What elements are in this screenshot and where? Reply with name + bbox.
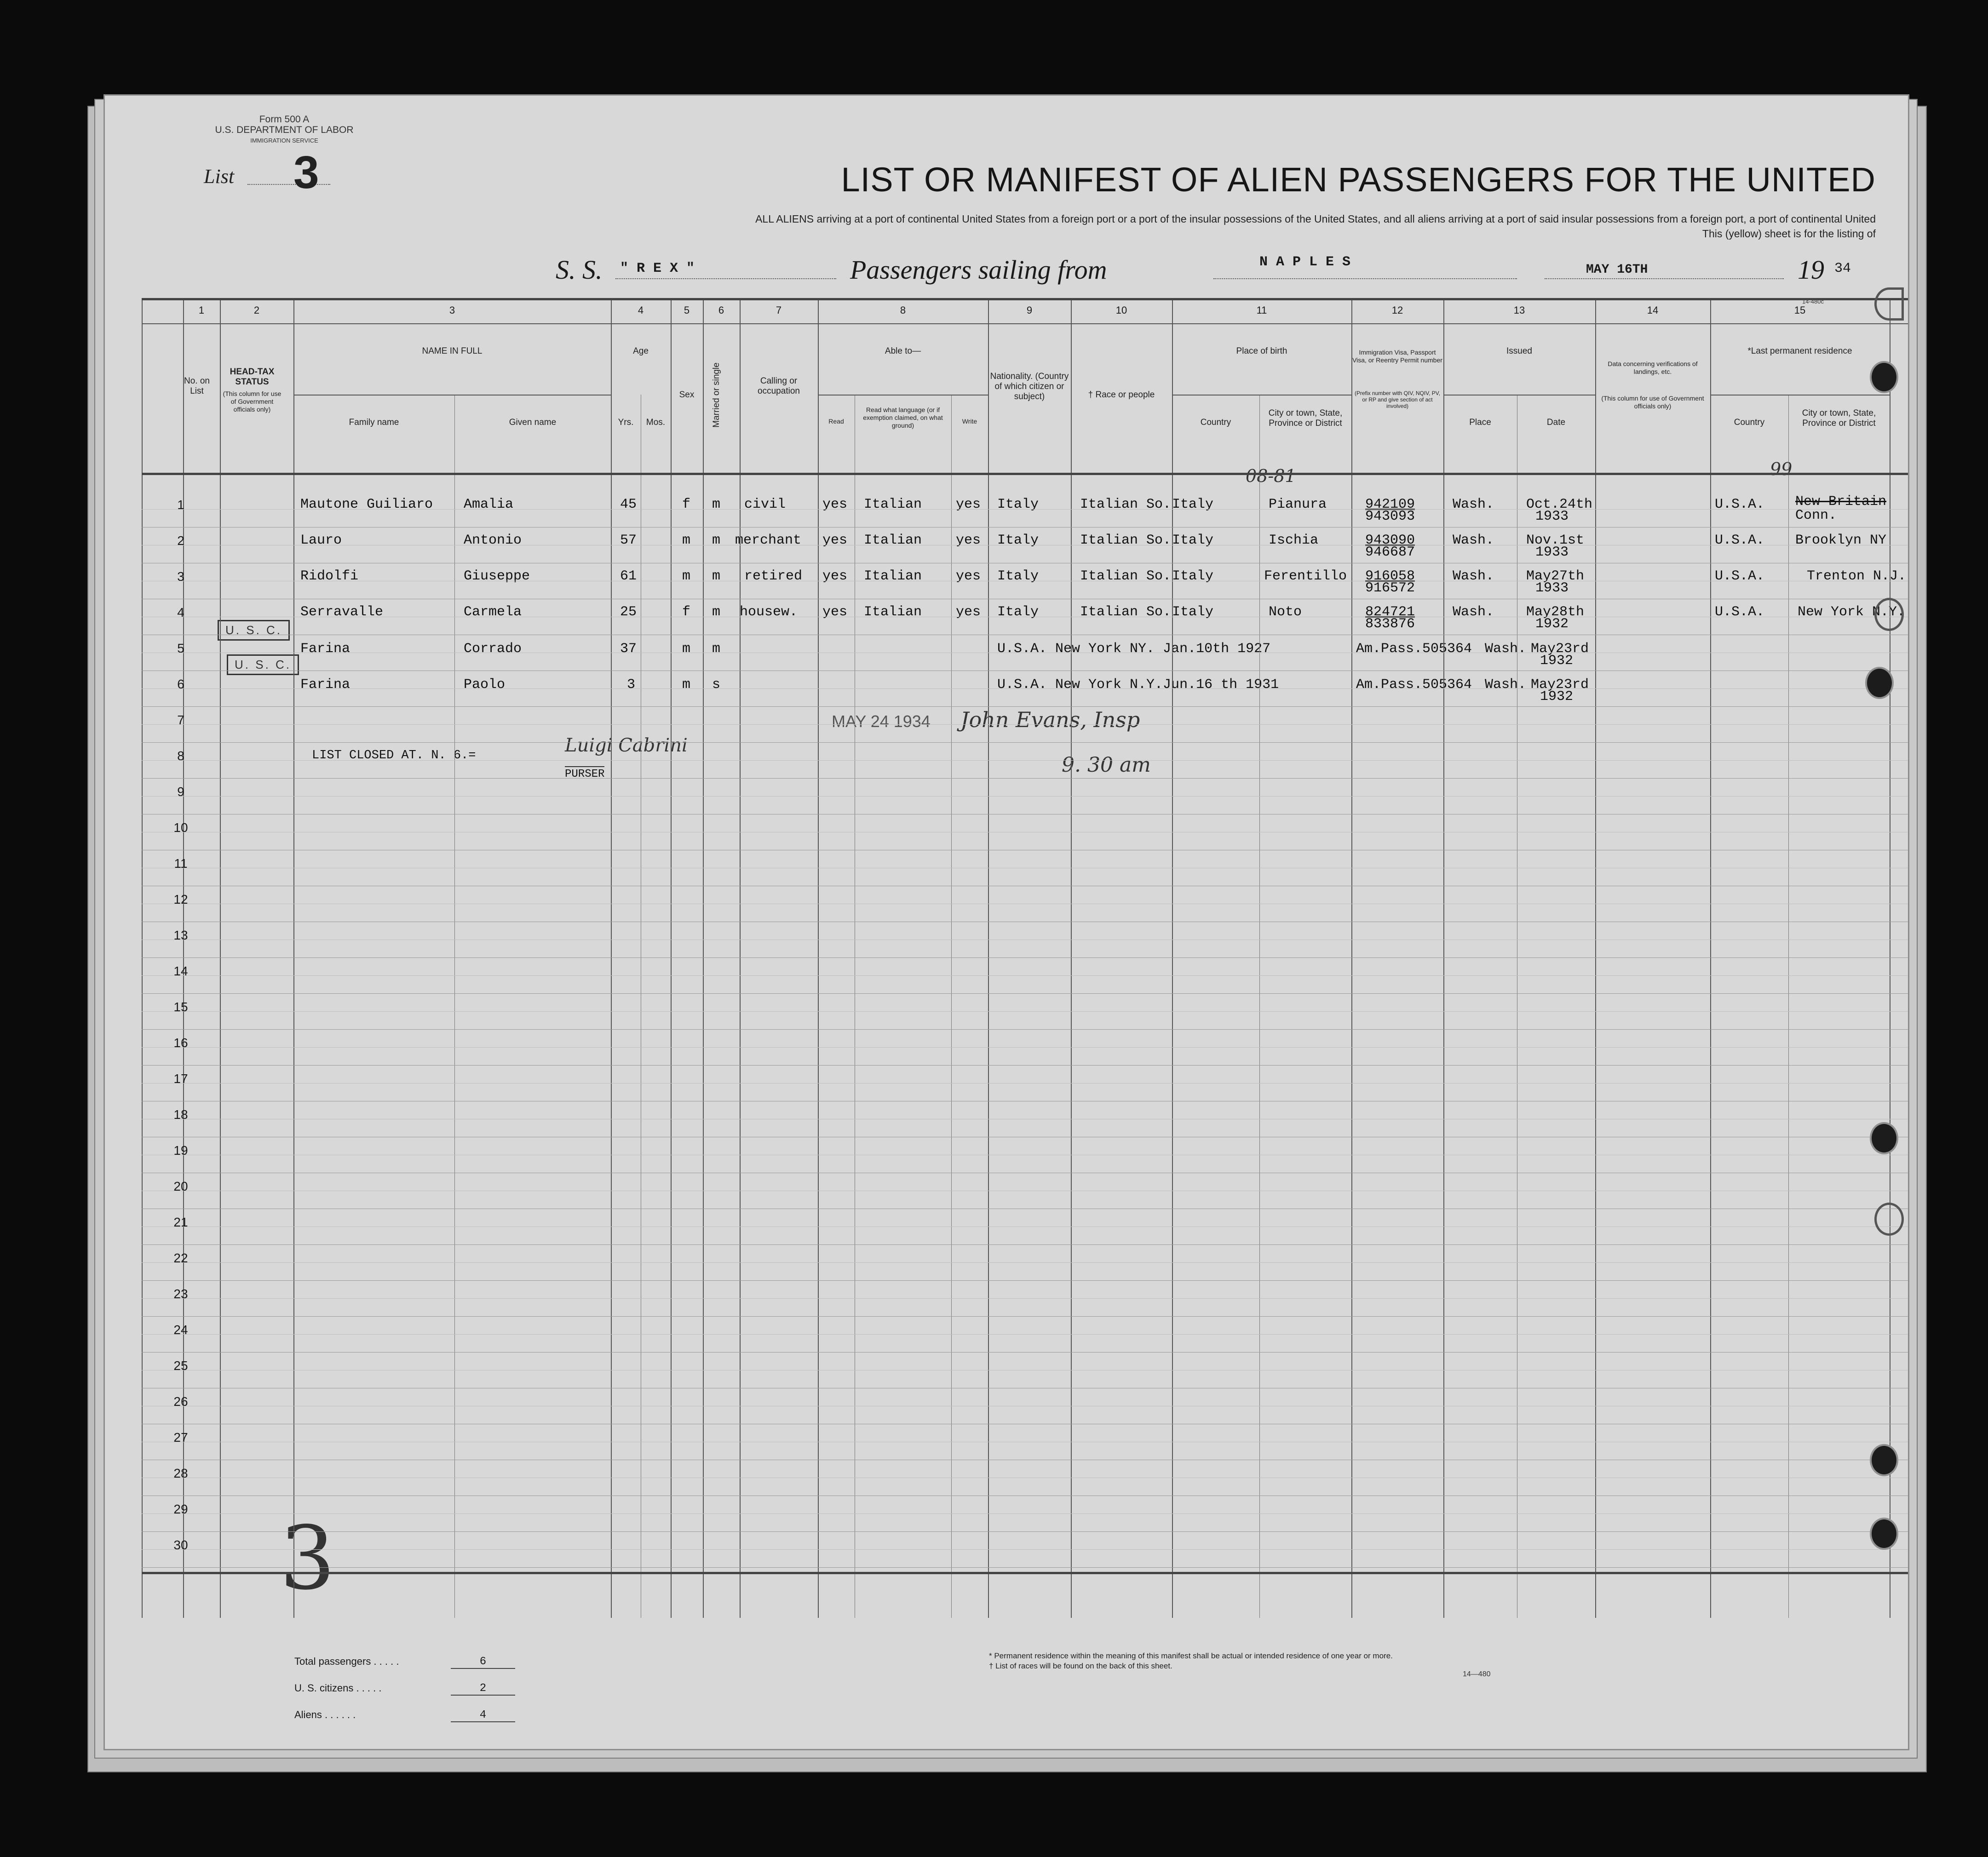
- row-subrule: [142, 509, 1908, 510]
- family-name: Farina: [300, 677, 350, 693]
- read-language: Italian: [864, 497, 922, 512]
- issued-year: 1933: [1535, 509, 1569, 524]
- form-header: [206, 114, 362, 146]
- header-birth-city: City or town, State, Province or District: [1268, 408, 1343, 428]
- row-subrule: [142, 688, 1908, 689]
- citizen-details: U.S.A. New York N.Y.Jun.16 th 1931: [997, 677, 1279, 693]
- column-divider: [1788, 395, 1789, 1618]
- header-issued-place: Place: [1469, 418, 1491, 427]
- table-bottom-rule: [142, 1572, 1908, 1574]
- lr-city: New York N.Y.: [1798, 604, 1906, 620]
- nationality: Italy: [997, 497, 1039, 512]
- passport-number: Am.Pass.505364: [1356, 641, 1472, 657]
- binder-hole: [1865, 667, 1894, 699]
- marital-status: m: [712, 641, 721, 657]
- write: yes: [956, 533, 981, 548]
- calling: retired: [744, 568, 803, 584]
- subtitle-line-1: ALL ALIENS arriving at a port of continental United States from a foreign port or a port of the insular possessions of the United States, and all aliens arriving at a port of said insular possessions from a foreign port, a port of continental United: [755, 213, 1876, 225]
- header-issued: Issued: [1506, 346, 1532, 356]
- us-citizens-value: 2: [451, 1682, 515, 1696]
- column-divider: [818, 298, 819, 1618]
- row-number: 19: [173, 1143, 188, 1158]
- age-years: 61: [620, 568, 637, 584]
- header-name-in-full: NAME IN FULL: [422, 346, 483, 356]
- row-number: 20: [173, 1179, 188, 1193]
- aliens-value: 4: [451, 1709, 515, 1722]
- visa-number: 942109: [1365, 497, 1415, 512]
- row-subrule: [142, 1047, 1908, 1048]
- header-rule: [142, 473, 1908, 475]
- header-nationality: Nationality. (Country of which citizen or subject): [990, 372, 1069, 401]
- column-divider: [1172, 298, 1173, 1618]
- column-number: 13: [1513, 304, 1525, 316]
- passport-number: Am.Pass.505364: [1356, 677, 1472, 693]
- citizen-details: U.S.A. New York NY. Jan.10th 1927: [997, 641, 1271, 657]
- column-divider: [740, 298, 741, 1618]
- row-number: 29: [173, 1502, 188, 1516]
- column-divider: [988, 298, 989, 1618]
- column-divider: [703, 298, 704, 1618]
- issued-year: 1933: [1535, 544, 1569, 560]
- us-citizens-label: U. S. citizens . . . . .: [294, 1682, 382, 1694]
- birth-city: Pianura: [1269, 497, 1327, 512]
- service-name: IMMIGRATION SERVICE: [250, 137, 318, 144]
- column-divider: [293, 298, 294, 1618]
- visa-number: 824721: [1365, 604, 1415, 620]
- column-number: 5: [684, 304, 690, 316]
- nationality: Italy: [997, 533, 1039, 548]
- column-divider: [183, 298, 184, 1618]
- column-divider: [1351, 298, 1352, 1618]
- lr-country: U.S.A.: [1715, 604, 1765, 620]
- family-name: Serravalle: [300, 604, 384, 620]
- header-mos: Mos.: [646, 418, 666, 427]
- year-prefix: 19: [1798, 255, 1824, 285]
- header-issued-date: Date: [1546, 418, 1566, 427]
- header-write: Write: [962, 418, 977, 425]
- calling: housew.: [740, 604, 798, 620]
- write: yes: [956, 604, 981, 620]
- row-rule: [142, 993, 1908, 994]
- row-number: 5: [177, 641, 184, 655]
- column-number: 7: [776, 304, 782, 316]
- column-number: 8: [900, 304, 906, 316]
- sex: m: [682, 677, 691, 693]
- header-yrs: Yrs.: [618, 418, 634, 427]
- marital-status: m: [712, 497, 721, 512]
- total-passengers-label: Total passengers . . . . .: [294, 1656, 399, 1667]
- write: yes: [956, 568, 981, 584]
- issued-place: Wash.: [1453, 533, 1494, 548]
- column-number: 4: [638, 304, 644, 316]
- header-read: Read: [828, 418, 844, 425]
- visa-number: 943090: [1365, 533, 1415, 548]
- port-underline: [1213, 278, 1517, 279]
- age-years: 3: [627, 677, 636, 693]
- column-divider: [611, 298, 612, 1618]
- manifest-sheet: [103, 94, 1909, 1750]
- issued-date: May23rd: [1531, 641, 1589, 657]
- manifest-table: [142, 298, 1908, 1618]
- lr-city: New Britain: [1795, 494, 1887, 510]
- row-subrule: [142, 796, 1908, 797]
- footnote-residence: * Permanent residence within the meaning of this manifest shall be actual or intended residence of one year or more.: [989, 1651, 1393, 1660]
- read: yes: [822, 497, 848, 512]
- issued-year: 1932: [1535, 616, 1569, 632]
- hand-99: 99: [1770, 459, 1793, 479]
- binder-hole: [1874, 1203, 1904, 1236]
- column-divider: [220, 298, 221, 1618]
- header-given-name: Given name: [509, 418, 557, 427]
- row-number: 27: [173, 1430, 188, 1444]
- marital-status: m: [712, 568, 721, 584]
- received-date-stamp: MAY 24 1934: [832, 712, 931, 731]
- header-rule: [142, 298, 1908, 300]
- footnotes: [989, 1651, 1587, 1671]
- issued-year: 1932: [1540, 653, 1574, 669]
- column-number: 15: [1794, 304, 1806, 316]
- sex: m: [682, 641, 691, 657]
- visa-number-2: 946687: [1365, 544, 1415, 560]
- ship-line: [556, 254, 1876, 287]
- write: yes: [956, 497, 981, 512]
- read-language: Italian: [864, 568, 922, 584]
- column-divider: [1710, 298, 1711, 1618]
- row-number: 21: [173, 1215, 188, 1229]
- header-birth-country: Country: [1200, 418, 1231, 427]
- usc-stamp: U. S. C.: [227, 654, 299, 675]
- header-family-name: Family name: [349, 418, 399, 427]
- lr-city: Brooklyn NY: [1795, 533, 1887, 548]
- department-name: U.S. DEPARTMENT OF LABOR: [215, 125, 354, 135]
- sex: m: [682, 568, 691, 584]
- row-subrule: [142, 1513, 1908, 1514]
- row-subrule: [142, 975, 1908, 976]
- issued-date: Oct.24th: [1526, 497, 1593, 512]
- row-number: 25: [173, 1358, 188, 1373]
- visa-number-2: 833876: [1365, 616, 1415, 632]
- row-subrule: [142, 1011, 1908, 1012]
- row-number: 10: [173, 820, 188, 835]
- inspector-signature: John Evans, Insp: [960, 707, 1140, 732]
- row-subrule: [142, 760, 1908, 761]
- header-head-tax-note: (This column for use of Government officials only): [223, 390, 282, 413]
- manifest-subtitle: [496, 212, 1876, 241]
- purser-label: PURSER: [565, 766, 604, 780]
- age-years: 45: [620, 497, 637, 512]
- row-subrule: [142, 1334, 1908, 1335]
- row-number: 2: [177, 533, 184, 548]
- row-rule: [142, 706, 1908, 707]
- row-number: 9: [177, 785, 184, 799]
- binder-hole: [1874, 287, 1904, 321]
- totals-block: [294, 1651, 534, 1731]
- binder-hole: [1870, 1518, 1898, 1550]
- age-years: 37: [620, 641, 637, 657]
- departure-port: N A P L E S: [1259, 254, 1351, 270]
- marital-status: s: [712, 677, 721, 693]
- column-divider: [1071, 298, 1072, 1618]
- visa-number-2: 943093: [1365, 509, 1415, 524]
- row-number: 15: [173, 1000, 188, 1014]
- row-number: 4: [177, 605, 184, 619]
- age-years: 25: [620, 604, 637, 620]
- column-number: 14: [1647, 304, 1659, 316]
- departure-date: MAY 16TH: [1586, 263, 1648, 277]
- date-underline: [1545, 278, 1784, 279]
- row-rule: [142, 1567, 1908, 1568]
- column-divider: [142, 298, 143, 1618]
- birth-country: Italy: [1172, 497, 1214, 512]
- birth-country: Italy: [1172, 533, 1214, 548]
- family-name: Lauro: [300, 533, 342, 548]
- footnote-races: † List of races will be found on the back of this sheet.: [989, 1662, 1172, 1670]
- row-number: 28: [173, 1466, 188, 1480]
- nationality: Italy: [997, 604, 1039, 620]
- row-number: 11: [174, 856, 188, 871]
- age-years: 57: [620, 533, 637, 548]
- column-number: 9: [1026, 304, 1033, 316]
- given-name: Amalia: [464, 497, 514, 512]
- row-subrule: [142, 1549, 1908, 1550]
- header-visa: Immigration Visa, Passport Visa, or Reentry Permit number: [1352, 349, 1442, 364]
- lr-city-2: Conn.: [1795, 508, 1837, 523]
- row-number: 6: [177, 677, 184, 691]
- read: yes: [822, 533, 848, 548]
- ship-name: " R E X ": [620, 261, 695, 276]
- manifest-title: LIST OR MANIFEST OF ALIEN PASSENGERS FOR THE UNITED: [841, 160, 1876, 199]
- birth-country: Italy: [1172, 568, 1214, 584]
- row-number: 23: [173, 1287, 188, 1301]
- purser-signature: Luigi Cabrini: [565, 735, 688, 756]
- header-race: † Race or people: [1088, 390, 1155, 400]
- row-number: 18: [173, 1107, 188, 1122]
- birth-city: Ferentillo: [1264, 568, 1347, 584]
- row-number: 14: [173, 964, 188, 978]
- family-name: Farina: [300, 641, 350, 657]
- given-name: Corrado: [464, 641, 522, 657]
- footer-form-code: 14—480: [1463, 1670, 1491, 1678]
- row-number: 13: [173, 928, 188, 942]
- visa-number: 916058: [1365, 568, 1415, 584]
- race: Italian So.: [1080, 604, 1172, 620]
- ss-label: S. S.: [556, 255, 603, 285]
- column-divider: [951, 395, 952, 1618]
- header-verifications: Data concerning verifications of landings, etc.: [1608, 360, 1698, 375]
- row-rule: [142, 1316, 1908, 1317]
- binder-hole: [1870, 1444, 1898, 1476]
- header-last-residence: *Last permanent residence: [1747, 346, 1852, 356]
- visa-number-2: 916572: [1365, 580, 1415, 596]
- column-number: 12: [1391, 304, 1403, 316]
- binder-hole: [1870, 1122, 1898, 1154]
- header-place-of-birth: Place of birth: [1236, 346, 1287, 356]
- header-visa-note: (Prefix number with QIV, NQIV, PV, or RP and give section of act involved): [1354, 390, 1441, 409]
- column-divider: [1443, 298, 1444, 1618]
- column-divider: [1259, 395, 1260, 1618]
- issued-year: 1932: [1540, 689, 1574, 705]
- read: yes: [822, 568, 848, 584]
- row-number: 12: [173, 892, 188, 906]
- row-number: 8: [177, 749, 184, 763]
- row-subrule: [142, 1298, 1908, 1299]
- given-name: Carmela: [464, 604, 522, 620]
- given-name: Antonio: [464, 533, 522, 548]
- column-number: 2: [253, 304, 260, 316]
- row-number: 7: [177, 713, 184, 727]
- lr-country: U.S.A.: [1715, 497, 1765, 512]
- lr-country: U.S.A.: [1715, 533, 1765, 548]
- nationality: Italy: [997, 568, 1039, 584]
- list-number: 3: [293, 147, 319, 198]
- birth-country: Italy: [1172, 604, 1214, 620]
- hand-bottom-number: 3: [280, 1507, 335, 1609]
- column-number: 6: [718, 304, 724, 316]
- year-suffix: 34: [1834, 261, 1851, 276]
- column-number: 1: [198, 304, 205, 316]
- row-rule: [142, 742, 1908, 743]
- birth-city: Noto: [1269, 604, 1302, 620]
- race: Italian So.: [1080, 568, 1172, 584]
- hand-number: 08-81: [1246, 466, 1296, 486]
- row-rule: [142, 1280, 1908, 1281]
- marital-status: m: [712, 533, 721, 548]
- row-subrule: [142, 724, 1908, 725]
- race: Italian So.: [1080, 533, 1172, 548]
- row-rule: [142, 1531, 1908, 1532]
- column-number: 10: [1115, 304, 1127, 316]
- row-rule: [142, 1244, 1908, 1245]
- issued-date: Nov.1st: [1526, 533, 1585, 548]
- header-rule: [142, 323, 1908, 324]
- row-number: 26: [173, 1394, 188, 1409]
- header-lr-country: Country: [1734, 418, 1765, 427]
- row-rule: [142, 1029, 1908, 1030]
- header-read-language: Read what language (or if exemption claimed, on what ground): [863, 406, 943, 429]
- row-number: 24: [173, 1323, 188, 1337]
- marital-status: m: [712, 604, 721, 620]
- family-name: Ridolfi: [300, 568, 359, 584]
- header-verifications-note: (This column for use of Government officials only): [1601, 395, 1704, 410]
- issued-place: Wash.: [1453, 497, 1494, 512]
- race: Italian So.: [1080, 497, 1172, 512]
- issued-date: May28th: [1526, 604, 1585, 620]
- column-divider: [454, 395, 455, 1618]
- list-closed-note: LIST CLOSED AT. N. 6.=: [312, 749, 476, 762]
- issued-date: May23rd: [1531, 677, 1589, 693]
- row-rule: [142, 1352, 1908, 1353]
- sex: f: [682, 497, 691, 512]
- column-number: 11: [1256, 304, 1267, 316]
- calling: merchant: [735, 533, 802, 548]
- given-name: Giuseppe: [464, 568, 530, 584]
- column-divider: [671, 298, 672, 1618]
- row-number: 17: [173, 1072, 188, 1086]
- given-name: Paolo: [464, 677, 506, 693]
- row-number: 22: [173, 1251, 188, 1265]
- header-married: Married or single: [712, 362, 721, 428]
- binder-hole: [1874, 598, 1904, 631]
- list-label: List: [204, 165, 235, 188]
- header-no-on-list: No. on List: [184, 376, 210, 396]
- row-rule: [142, 957, 1908, 958]
- read-language: Italian: [864, 533, 922, 548]
- issued-place: Wash.: [1453, 604, 1494, 620]
- issued-year: 1933: [1535, 580, 1569, 596]
- header-calling: Calling or occupation: [758, 376, 800, 396]
- subtitle-line-2: This (yellow) sheet is for the listing of: [1702, 228, 1876, 240]
- ship-name-underline: [615, 278, 836, 279]
- form-number: Form 500 A: [259, 114, 310, 125]
- column-divider: [1595, 298, 1596, 1618]
- header-head-tax: HEAD-TAX STATUS: [230, 367, 275, 387]
- issued-place: Wash.: [1485, 641, 1527, 657]
- inspection-time: 9. 30 am: [1062, 753, 1151, 777]
- calling: civil: [744, 497, 786, 512]
- family-name: Mautone Guiliaro: [300, 497, 433, 512]
- row-number: 16: [173, 1036, 188, 1050]
- row-rule: [142, 778, 1908, 779]
- column-number: 3: [449, 304, 455, 316]
- read: yes: [822, 604, 848, 620]
- sex: f: [682, 604, 691, 620]
- birth-city: Ischia: [1269, 533, 1319, 548]
- issued-place: Wash.: [1453, 568, 1494, 584]
- lr-city: Trenton N.J.: [1807, 568, 1907, 584]
- row-number: 3: [177, 569, 184, 584]
- header-sex: Sex: [679, 390, 695, 400]
- header-age: Age: [633, 346, 649, 356]
- aliens-label: Aliens . . . . . .: [294, 1709, 356, 1720]
- issued-date: May27th: [1526, 568, 1585, 584]
- sex: m: [682, 533, 691, 548]
- read-language: Italian: [864, 604, 922, 620]
- form-code: 14-480c: [1802, 298, 1824, 305]
- row-subrule: [142, 1262, 1908, 1263]
- passengers-sailing-label: Passengers sailing from: [850, 255, 1107, 285]
- total-passengers-value: 6: [451, 1656, 515, 1669]
- row-rule: [142, 1065, 1908, 1066]
- row-number: 1: [177, 498, 184, 512]
- header-able-to: Able to—: [885, 346, 921, 356]
- lr-country: U.S.A.: [1715, 568, 1765, 584]
- usc-stamp: U. S. C.: [218, 620, 290, 641]
- issued-place: Wash.: [1485, 677, 1527, 693]
- row-number: 30: [173, 1538, 188, 1552]
- binder-hole: [1870, 361, 1898, 393]
- header-lr-city: City or town, State, Province or District: [1802, 408, 1876, 428]
